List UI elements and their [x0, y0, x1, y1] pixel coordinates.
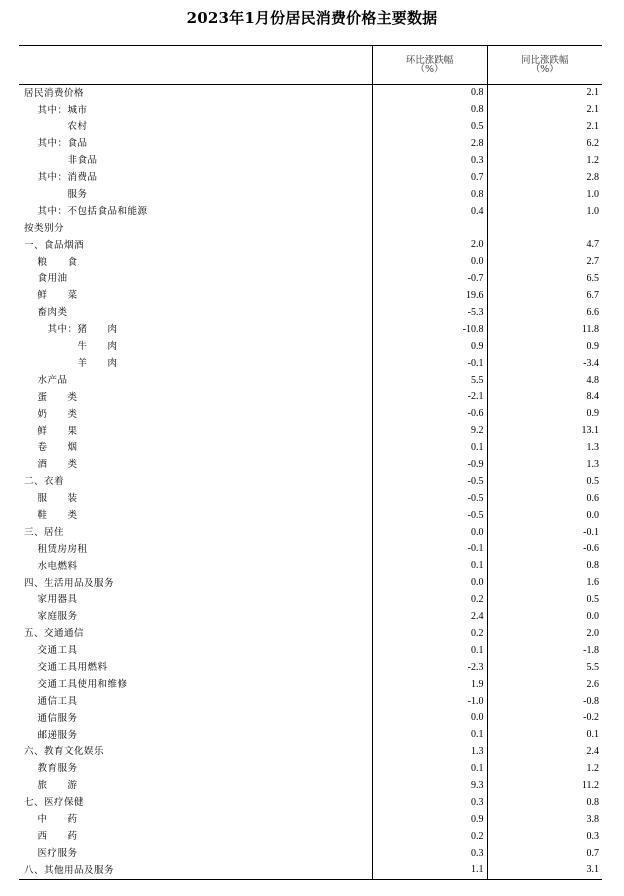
row-label: 畜肉类 — [24, 307, 68, 319]
row-mom-value: -0.1 — [372, 355, 487, 372]
table-row — [19, 85, 602, 102]
table-row — [19, 338, 602, 355]
row-mom-value — [372, 220, 487, 237]
row-yoy-value: -1.8 — [487, 642, 602, 659]
row-label: 鲜 果 — [24, 425, 78, 437]
table-row — [19, 220, 602, 237]
row-label: 水电燃料 — [24, 560, 78, 572]
table-row — [19, 659, 602, 676]
row-mom-value: 0.3 — [372, 845, 487, 862]
table-row — [19, 355, 602, 372]
row-mom-value: -0.5 — [372, 507, 487, 524]
row-label: 服务 — [24, 189, 88, 201]
row-yoy-value: -0.8 — [487, 693, 602, 710]
row-label: 其中：城市 — [24, 104, 88, 116]
table-row — [19, 592, 602, 609]
row-label: 卷 烟 — [24, 442, 78, 454]
table-row — [19, 693, 602, 710]
row-label: 其中：消费品 — [24, 172, 98, 184]
row-mom-value: 0.3 — [372, 794, 487, 811]
row-yoy-value: 0.8 — [487, 558, 602, 575]
cpi-table — [19, 45, 602, 880]
table-row — [19, 524, 602, 541]
row-label: 医疗服务 — [24, 847, 78, 859]
row-yoy-value: 0.9 — [487, 406, 602, 423]
table-row — [19, 778, 602, 795]
table-row — [19, 845, 602, 862]
row-yoy-value: 0.8 — [487, 794, 602, 811]
table-row — [19, 811, 602, 828]
row-label: 六、教育文化娱乐 — [24, 746, 105, 758]
row-label: 旅 游 — [24, 780, 78, 792]
row-label: 其中：食品 — [24, 138, 88, 150]
table-row — [19, 676, 602, 693]
table-row — [19, 642, 602, 659]
row-yoy-value: 0.5 — [487, 473, 602, 490]
row-label: 教育服务 — [24, 763, 78, 775]
table-row — [19, 389, 602, 406]
row-mom-value: -5.3 — [372, 305, 487, 322]
row-mom-value: 0.0 — [372, 575, 487, 592]
row-mom-value: 0.7 — [372, 169, 487, 186]
row-yoy-value: 5.5 — [487, 659, 602, 676]
row-mom-value: -0.7 — [372, 271, 487, 288]
row-label: 农村 — [24, 121, 88, 133]
row-yoy-value: 0.3 — [487, 828, 602, 845]
row-mom-value: 5.5 — [372, 372, 487, 389]
row-label: 中 药 — [24, 813, 78, 825]
row-mom-value: 2.4 — [372, 609, 487, 626]
table-row — [19, 271, 602, 288]
table-row — [19, 440, 602, 457]
row-label: 交通工具用燃料 — [24, 661, 108, 673]
row-yoy-value: 6.2 — [487, 136, 602, 153]
row-mom-value: 0.4 — [372, 203, 487, 220]
table-row — [19, 305, 602, 322]
row-label: 非食品 — [24, 155, 98, 167]
row-label: 水产品 — [24, 374, 68, 386]
row-label: 粮 食 — [24, 256, 78, 268]
row-label: 其中：不包括食品和能源 — [24, 205, 148, 217]
table-row — [19, 169, 602, 186]
table-row — [19, 203, 602, 220]
row-label: 家用器具 — [24, 594, 78, 606]
table-row — [19, 136, 602, 153]
row-yoy-value: 13.1 — [487, 423, 602, 440]
table-row — [19, 237, 602, 254]
table-row — [19, 153, 602, 170]
row-yoy-value: 6.5 — [487, 271, 602, 288]
row-mom-value: -0.1 — [372, 541, 487, 558]
row-label: 二、衣着 — [24, 476, 65, 488]
row-yoy-value: -3.4 — [487, 355, 602, 372]
row-yoy-value: 11.2 — [487, 778, 602, 795]
header-mom-unit: （%） — [415, 64, 444, 75]
table-row — [19, 321, 602, 338]
row-label: 鲜 菜 — [24, 290, 78, 302]
row-mom-value: -10.8 — [372, 321, 487, 338]
row-mom-value: 0.9 — [372, 811, 487, 828]
row-yoy-value — [487, 220, 602, 237]
row-yoy-value: 0.9 — [487, 338, 602, 355]
row-label: 鞋 类 — [24, 509, 78, 521]
row-yoy-value: 2.1 — [487, 119, 602, 136]
table-row — [19, 102, 602, 119]
row-mom-value: 9.3 — [372, 778, 487, 795]
row-label: 羊 肉 — [24, 357, 118, 369]
row-yoy-value: 0.6 — [487, 490, 602, 507]
table-row — [19, 457, 602, 474]
row-label: 食用油 — [24, 273, 68, 285]
row-yoy-value: 1.3 — [487, 440, 602, 457]
row-label: 牛 肉 — [24, 341, 118, 353]
table-row — [19, 794, 602, 811]
header-yoy-unit: （%） — [530, 64, 559, 75]
page-title: 2023年1月份居民消费价格主要数据 — [186, 9, 438, 27]
row-yoy-value: 2.7 — [487, 254, 602, 271]
row-label: 八、其他用品及服务 — [19, 862, 372, 879]
row-yoy-value: 3.1 — [487, 862, 602, 879]
row-yoy-value: 0.1 — [487, 727, 602, 744]
row-mom-value: 2.0 — [372, 237, 487, 254]
row-label: 按类别分 — [24, 222, 65, 234]
table-row — [19, 710, 602, 727]
row-yoy-value: 6.7 — [487, 288, 602, 305]
table-row — [19, 541, 602, 558]
row-yoy-value: 0.7 — [487, 845, 602, 862]
row-mom-value: 0.2 — [372, 626, 487, 643]
row-mom-value: 9.2 — [372, 423, 487, 440]
row-mom-value: -0.9 — [372, 457, 487, 474]
row-label: 通信工具 — [24, 695, 78, 707]
table-row — [19, 119, 602, 136]
table-row — [19, 473, 602, 490]
row-label: 七、医疗保健 — [24, 797, 85, 809]
row-yoy-value: 2.1 — [487, 102, 602, 119]
row-label: 五、交通通信 — [24, 628, 85, 640]
row-yoy-value: 1.2 — [487, 761, 602, 778]
row-yoy-value: -0.1 — [487, 524, 602, 541]
row-label: 邮递服务 — [24, 729, 78, 741]
row-mom-value: 0.1 — [372, 727, 487, 744]
row-yoy-value: 2.4 — [487, 744, 602, 761]
table-row — [19, 507, 602, 524]
row-mom-value: 0.2 — [372, 592, 487, 609]
table-header-row — [19, 46, 602, 85]
row-label: 交通工具 — [24, 645, 78, 657]
table-row — [19, 254, 602, 271]
row-mom-value: 0.0 — [372, 254, 487, 271]
row-mom-value: 0.1 — [372, 642, 487, 659]
row-label: 其中：猪 肉 — [24, 324, 118, 336]
table-row — [19, 406, 602, 423]
row-mom-value: 0.0 — [372, 710, 487, 727]
row-mom-value: 0.2 — [372, 828, 487, 845]
table-row — [19, 744, 602, 761]
row-mom-value: 0.5 — [372, 119, 487, 136]
row-yoy-value: 6.6 — [487, 305, 602, 322]
row-label: 服 装 — [24, 493, 78, 505]
row-mom-value: 0.3 — [372, 153, 487, 170]
row-yoy-value: 2.8 — [487, 169, 602, 186]
table-row — [19, 490, 602, 507]
row-yoy-value: 0.5 — [487, 592, 602, 609]
row-yoy-value: -0.2 — [487, 710, 602, 727]
row-yoy-value: 8.4 — [487, 389, 602, 406]
row-mom-value: 1.1 — [372, 862, 487, 879]
row-yoy-value: 0.0 — [487, 609, 602, 626]
row-label: 家庭服务 — [24, 611, 78, 623]
table-row — [19, 862, 602, 879]
row-mom-value: -2.3 — [372, 659, 487, 676]
row-yoy-value: 11.8 — [487, 321, 602, 338]
table-row — [19, 727, 602, 744]
row-yoy-value: 4.8 — [487, 372, 602, 389]
row-label: 西 药 — [24, 830, 78, 842]
row-mom-value: 1.3 — [372, 744, 487, 761]
table-row — [19, 372, 602, 389]
row-yoy-value: 3.8 — [487, 811, 602, 828]
row-yoy-value: 1.0 — [487, 186, 602, 203]
row-label: 奶 类 — [24, 408, 78, 420]
row-mom-value: 0.8 — [372, 102, 487, 119]
row-mom-value: 0.1 — [372, 558, 487, 575]
row-mom-value: 0.8 — [372, 186, 487, 203]
row-mom-value: 19.6 — [372, 288, 487, 305]
table-row — [19, 423, 602, 440]
table-row — [19, 288, 602, 305]
table-row — [19, 558, 602, 575]
row-label: 酒 类 — [24, 459, 78, 471]
row-yoy-value: 1.3 — [487, 457, 602, 474]
row-label: 交通工具使用和维修 — [24, 678, 128, 690]
row-yoy-value: 4.7 — [487, 237, 602, 254]
row-yoy-value: -0.6 — [487, 541, 602, 558]
header-blank — [19, 46, 372, 85]
table-body — [19, 85, 602, 880]
header-yoy-label: 同比涨跌幅 — [520, 54, 569, 66]
header-mom — [372, 46, 487, 85]
row-mom-value: 0.8 — [372, 85, 487, 102]
row-label: 租赁房房租 — [24, 543, 88, 555]
row-yoy-value: 1.2 — [487, 153, 602, 170]
table-row — [19, 626, 602, 643]
row-mom-value: 1.9 — [372, 676, 487, 693]
row-mom-value: 0.1 — [372, 761, 487, 778]
row-label: 一、食品烟酒 — [24, 239, 85, 251]
row-yoy-value: 2.1 — [487, 85, 602, 102]
row-yoy-value: 1.0 — [487, 203, 602, 220]
row-mom-value: 0.0 — [372, 524, 487, 541]
row-mom-value: 0.1 — [372, 440, 487, 457]
row-mom-value: -2.1 — [372, 389, 487, 406]
row-yoy-value: 2.6 — [487, 676, 602, 693]
row-label: 四、生活用品及服务 — [24, 577, 115, 589]
row-mom-value: 0.9 — [372, 338, 487, 355]
table-row — [19, 828, 602, 845]
row-label: 三、居住 — [24, 526, 65, 538]
row-label: 通信服务 — [24, 712, 78, 724]
row-label: 居民消费价格 — [24, 87, 85, 99]
row-mom-value: -1.0 — [372, 693, 487, 710]
row-yoy-value: 2.0 — [487, 626, 602, 643]
table-row — [19, 609, 602, 626]
table-row — [19, 575, 602, 592]
row-mom-value: -0.5 — [372, 490, 487, 507]
row-label: 蛋 类 — [24, 391, 78, 403]
header-mom-label: 环比涨跌幅 — [405, 54, 454, 66]
row-mom-value: -0.5 — [372, 473, 487, 490]
table-row — [19, 761, 602, 778]
row-mom-value: -0.6 — [372, 406, 487, 423]
header-yoy — [487, 46, 602, 85]
row-yoy-value: 0.0 — [487, 507, 602, 524]
row-mom-value: 2.8 — [372, 136, 487, 153]
table-row — [19, 186, 602, 203]
row-yoy-value: 1.6 — [487, 575, 602, 592]
